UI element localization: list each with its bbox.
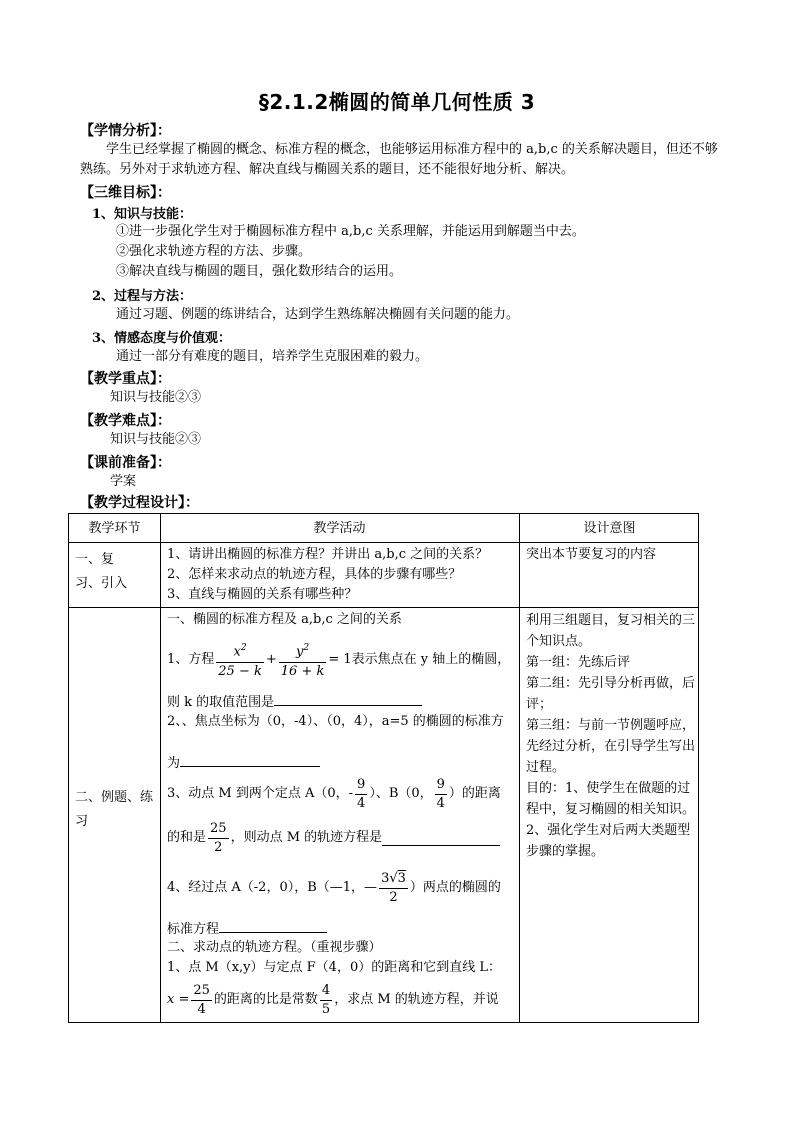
table-divider (160, 514, 161, 1022)
fraction-9-over-4: $\frac{9}{4}$ (436, 776, 445, 811)
row1-intent: 突出本节要复习的内容 (526, 547, 657, 562)
goal1-heading: 1、知识与技能： (92, 207, 193, 222)
question-3 (167, 772, 501, 816)
goal1-item: ③解决直线与椭圆的题目，强化数形结合的运用。 (116, 264, 403, 279)
q3-text-b: ）、B（0， (369, 786, 433, 801)
table-divider (519, 514, 520, 1022)
fraction-25-over-2: $\frac{25}{2}$ (210, 820, 227, 855)
fraction-4-over-5: $\frac{4}{5}$ (321, 982, 331, 1017)
fraction-9-over-4: $\frac{9}{4}$ (357, 776, 366, 811)
p1-line2-a: 的距离的比是常数 (213, 992, 318, 1007)
question-3-line2 (167, 816, 500, 860)
row2-intent (526, 610, 696, 862)
process-table (68, 513, 699, 1023)
part2-title: 二、求动点的轨迹方程。（重视步骤） (167, 940, 382, 955)
q1-suffix: = 1表示焦点在 y 轴上的椭圆， (328, 652, 511, 667)
question-4 (167, 866, 501, 910)
question-2: 2、、焦点坐标为（0，-4）、（0，4），a=5 的椭圆的标准方 (167, 714, 504, 729)
row1-activity: 3、直线与椭圆的关系有哪些种？ (167, 587, 358, 602)
answer-blank (382, 831, 500, 846)
prep-heading: 【课前准备】： (80, 455, 171, 471)
fraction-3sqrt3-over-2: $\frac{3√3}{2}$ (381, 870, 406, 905)
q4-line2-text: 标准方程 (167, 922, 220, 937)
q3-line2-b: ，则动点 M 的轨迹方程是 (230, 830, 383, 845)
goals-heading: 【三维目标】： (80, 185, 171, 201)
row1-activity: 2、怎样来求动点的轨迹方程，具体的步骤有哪些？ (167, 567, 462, 582)
problem-1-line2 (167, 978, 499, 1022)
intent-line: 利用三组题目，复习相关的三个知识点。 (526, 613, 696, 649)
prep-text: 学案 (110, 474, 137, 489)
analysis-text: 学生已经掌握了椭圆的概念、标准方程的概念，也能够运用标准方程中的 a,b,c 的关系解决题目，但还不够熟练。另外对于求轨迹方程、解决直线与椭圆关系的题目，还不能很好地分析、解决。 (80, 142, 718, 177)
fraction-y2-over-16-k: $\frac{y^2}{16 + k}$ (279, 639, 327, 680)
goal3-text: 通过一部分有难度的题目，培养学生克服困难的毅力。 (116, 349, 429, 364)
plus-sign: + (265, 652, 277, 667)
q3-text-c: ）的距离 (448, 786, 501, 801)
table-header-stage: 教学环节 (88, 521, 141, 536)
intent-line: 第一组：先练后评 (526, 655, 631, 670)
answer-blank (274, 691, 422, 706)
intent-line: 2、强化学生对后两大类题型步骤的掌握。 (526, 823, 691, 859)
table-header-activity: 教学活动 (313, 521, 366, 536)
row1-stage: 一、复习、引入 (75, 552, 128, 591)
key-text: 知识与技能②③ (110, 390, 202, 405)
intent-line: 第二组：先引导分析再做，后评； (526, 676, 696, 712)
row1-activity: 1、请讲出椭圆的标准方程？并讲出 a,b,c 之间的关系？ (167, 547, 489, 562)
goal3-heading: 3、情感态度与价值观： (92, 331, 232, 346)
goal2-text: 通过习题、例题的练讲结合，达到学生熟练解决椭圆有关问题的能力。 (116, 307, 520, 322)
x-equals: x = (167, 992, 190, 1007)
part1-title: 一、椭圆的标准方程及 a,b,c 之间的关系 (167, 612, 402, 627)
question-2-line2 (167, 752, 320, 774)
question-1-line2 (167, 691, 422, 713)
q1-prefix: 1、方程 (167, 652, 215, 667)
key-heading: 【教学重点】： (80, 371, 171, 387)
q4-text-b: ）两点的椭圆的 (409, 880, 501, 895)
row2-stage: 二、例题、练习 (75, 790, 154, 829)
p1-line2-b: ，求点 M 的轨迹方程，并说 (334, 992, 499, 1007)
table-header-intent: 设计意图 (583, 521, 636, 536)
q1-line2-text: 则 k 的取值范围是 (167, 695, 275, 710)
process-heading: 【教学过程设计】： (80, 495, 199, 511)
page-title: §2.1.2椭圆的简单几何性质 3 (258, 90, 536, 114)
analysis-heading: 【学情分析】： (80, 123, 171, 139)
goal2-heading: 2、过程与方法： (92, 289, 193, 304)
q2-line2-text: 为 (167, 756, 181, 771)
table-divider (69, 607, 698, 608)
fraction-25-over-4: $\frac{25}{4}$ (193, 982, 210, 1017)
fraction-x2-over-25-k: $\frac{x^2}{25 - k}$ (216, 639, 264, 680)
table-divider (69, 542, 698, 543)
difficulty-heading: 【教学难点】： (80, 413, 171, 429)
q3-line2-a: 的和是 (167, 830, 207, 845)
problem-1: 1、点 M（x,y）与定点 F（4，0）的距离和它到直线 L： (167, 960, 501, 975)
intent-line: 目的：1、使学生在做题的过程中，复习椭圆的相关知识。 (526, 781, 696, 817)
goal1-item: ②强化求轨迹方程的方法、步骤。 (116, 244, 312, 259)
q4-text-a: 4、经过点 A（-2，0），B（—1，— (167, 880, 378, 895)
difficulty-text: 知识与技能②③ (110, 432, 202, 447)
question-4-line2 (167, 918, 327, 940)
intent-line: 第三组：与前一节例题呼应，先经过分析，在引导学生写出过程。 (526, 718, 696, 775)
q3-text-a: 3、动点 M 到两个定点 A（0，- (167, 786, 354, 801)
answer-blank (180, 752, 320, 767)
goal1-item: ①进一步强化学生对于椭圆标准方程中 a,b,c 关系理解，并能运用到解题当中去。 (116, 224, 585, 239)
question-1 (167, 638, 510, 682)
answer-blank (219, 918, 327, 933)
